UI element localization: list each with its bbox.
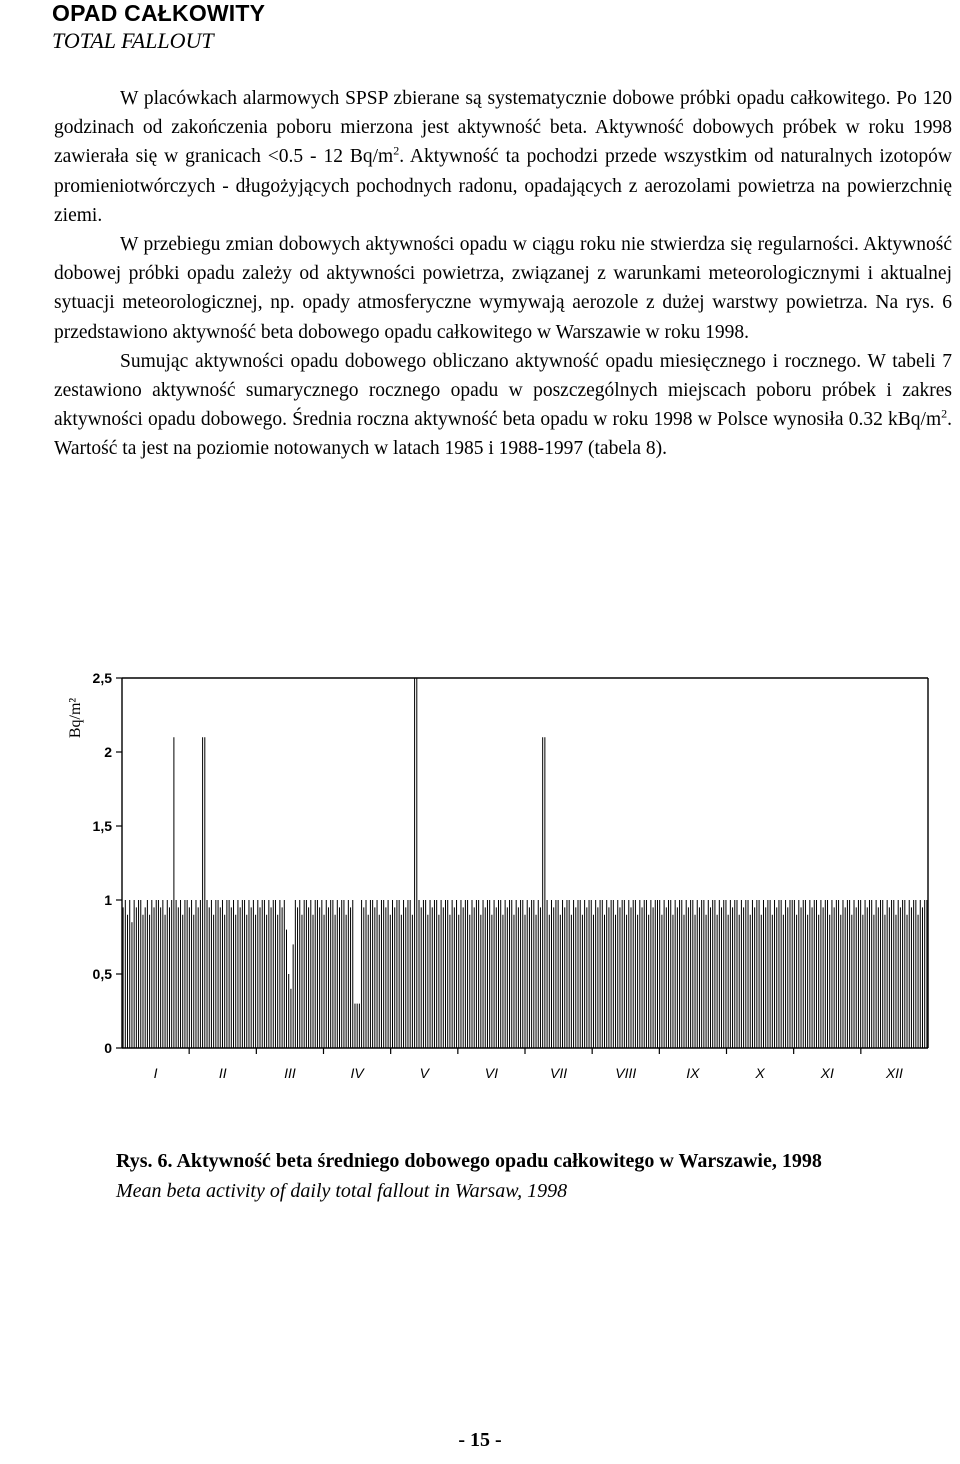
section-heading: OPAD CAŁKOWITY [52,0,266,26]
paragraph-3-text-a: Sumując aktywności opadu dobowego obliczano aktywność opadu miesięcznego i rocznego. W tabeli 7 zestawiono aktywność sumarycznego rocznego opadu w poszczególnych miejscach poboru próbek i zakres aktywności opadu dobowego. Średnia roczna aktywność beta opadu w roku 1998 w Polsce wynosiła 0.32 kBq/m [54,350,952,431]
x-tick-label: VII [550,1065,568,1081]
chart-svg [50,655,940,1100]
daily-fallout-chart [50,655,940,1100]
x-tick-label: IX [686,1065,700,1081]
y-tick-label: 1 [104,892,112,908]
x-tick-label: XI [820,1065,834,1081]
y-tick-label: 1,5 [92,818,112,834]
paragraph-3-text-b: . Wartość ta jest na poziomie notowanych w latach 1985 i 1988-1997 (tabela 8). [54,409,952,460]
x-tick-label: V [419,1065,429,1081]
y-tick-label: 0,5 [92,966,112,982]
x-tick-label: II [218,1065,227,1081]
figure-caption-title: Aktywność beta średniego dobowego opadu całkowitego w Warszawie, 1998 [176,1150,822,1172]
x-ticks-group [154,1048,903,1081]
figure-caption [116,1150,822,1173]
y-tick-label: 0 [104,1040,112,1056]
x-tick-label: IV [350,1065,364,1081]
paragraph-3-superscript: 2 [941,406,948,421]
figure-caption-english: Mean beta activity of daily total fallout in Warsaw, 1998 [116,1180,568,1202]
section-heading-english: TOTAL FALLOUT [52,28,214,53]
body-text [54,84,952,464]
paragraph-2: W przebiegu zmian dobowych aktywności opadu w ciągu roku nie stwierdza się regularności. Aktywność dobowej próbki opadu zależy od aktywności powietrza, związanej z warunkami meteorologicznymi i aktualnej sytuacji meteorologicznej, np. opady atmosferyczne wymywają aerozole z dużej warstwy powietrza. Na rys. 6 przedstawiono aktywność beta dobowego opadu całkowitego w Warszawie w roku 1998. [54,234,952,343]
paragraph-1-text-a: W placówkach alarmowych SPSP zbierane są systematycznie dobowe próbki opadu całkowitego. Po 120 godzinach od zakończenia poboru mierzona jest aktywność beta. Aktywność dobowych próbek w roku 1998 zawierała się w granicach <0.5 - 12 Bq/m [54,88,952,168]
paragraph-1-text-b: . Aktywność ta pochodzi przede wszystkim od naturalnych izotopów promieniotwórczych - długożyjących pochodnych radonu, opadających z aerozolami powietrza na powierzchnię ziemi. [54,146,953,226]
x-tick-label: X [755,1065,765,1081]
y-tick-label: 2 [104,744,112,760]
bars-group [123,678,927,1048]
paragraph-3 [54,347,952,464]
x-tick-label: III [284,1065,296,1081]
x-tick-label: I [153,1065,158,1081]
figure-caption-label: Rys. 6. [116,1150,173,1172]
y-axis-label-group [67,698,84,739]
y-tick-label: 2,5 [92,670,112,686]
x-tick-label: VI [484,1065,499,1081]
paragraph-1-superscript: 2 [393,143,400,158]
x-tick-label: XII [885,1065,903,1081]
y-ticks-group [93,670,122,1056]
x-tick-label: VIII [615,1065,637,1081]
page-number: - 15 - [458,1429,502,1451]
paragraph-1 [54,84,952,230]
y-axis-label: Bq/m² [67,697,84,739]
